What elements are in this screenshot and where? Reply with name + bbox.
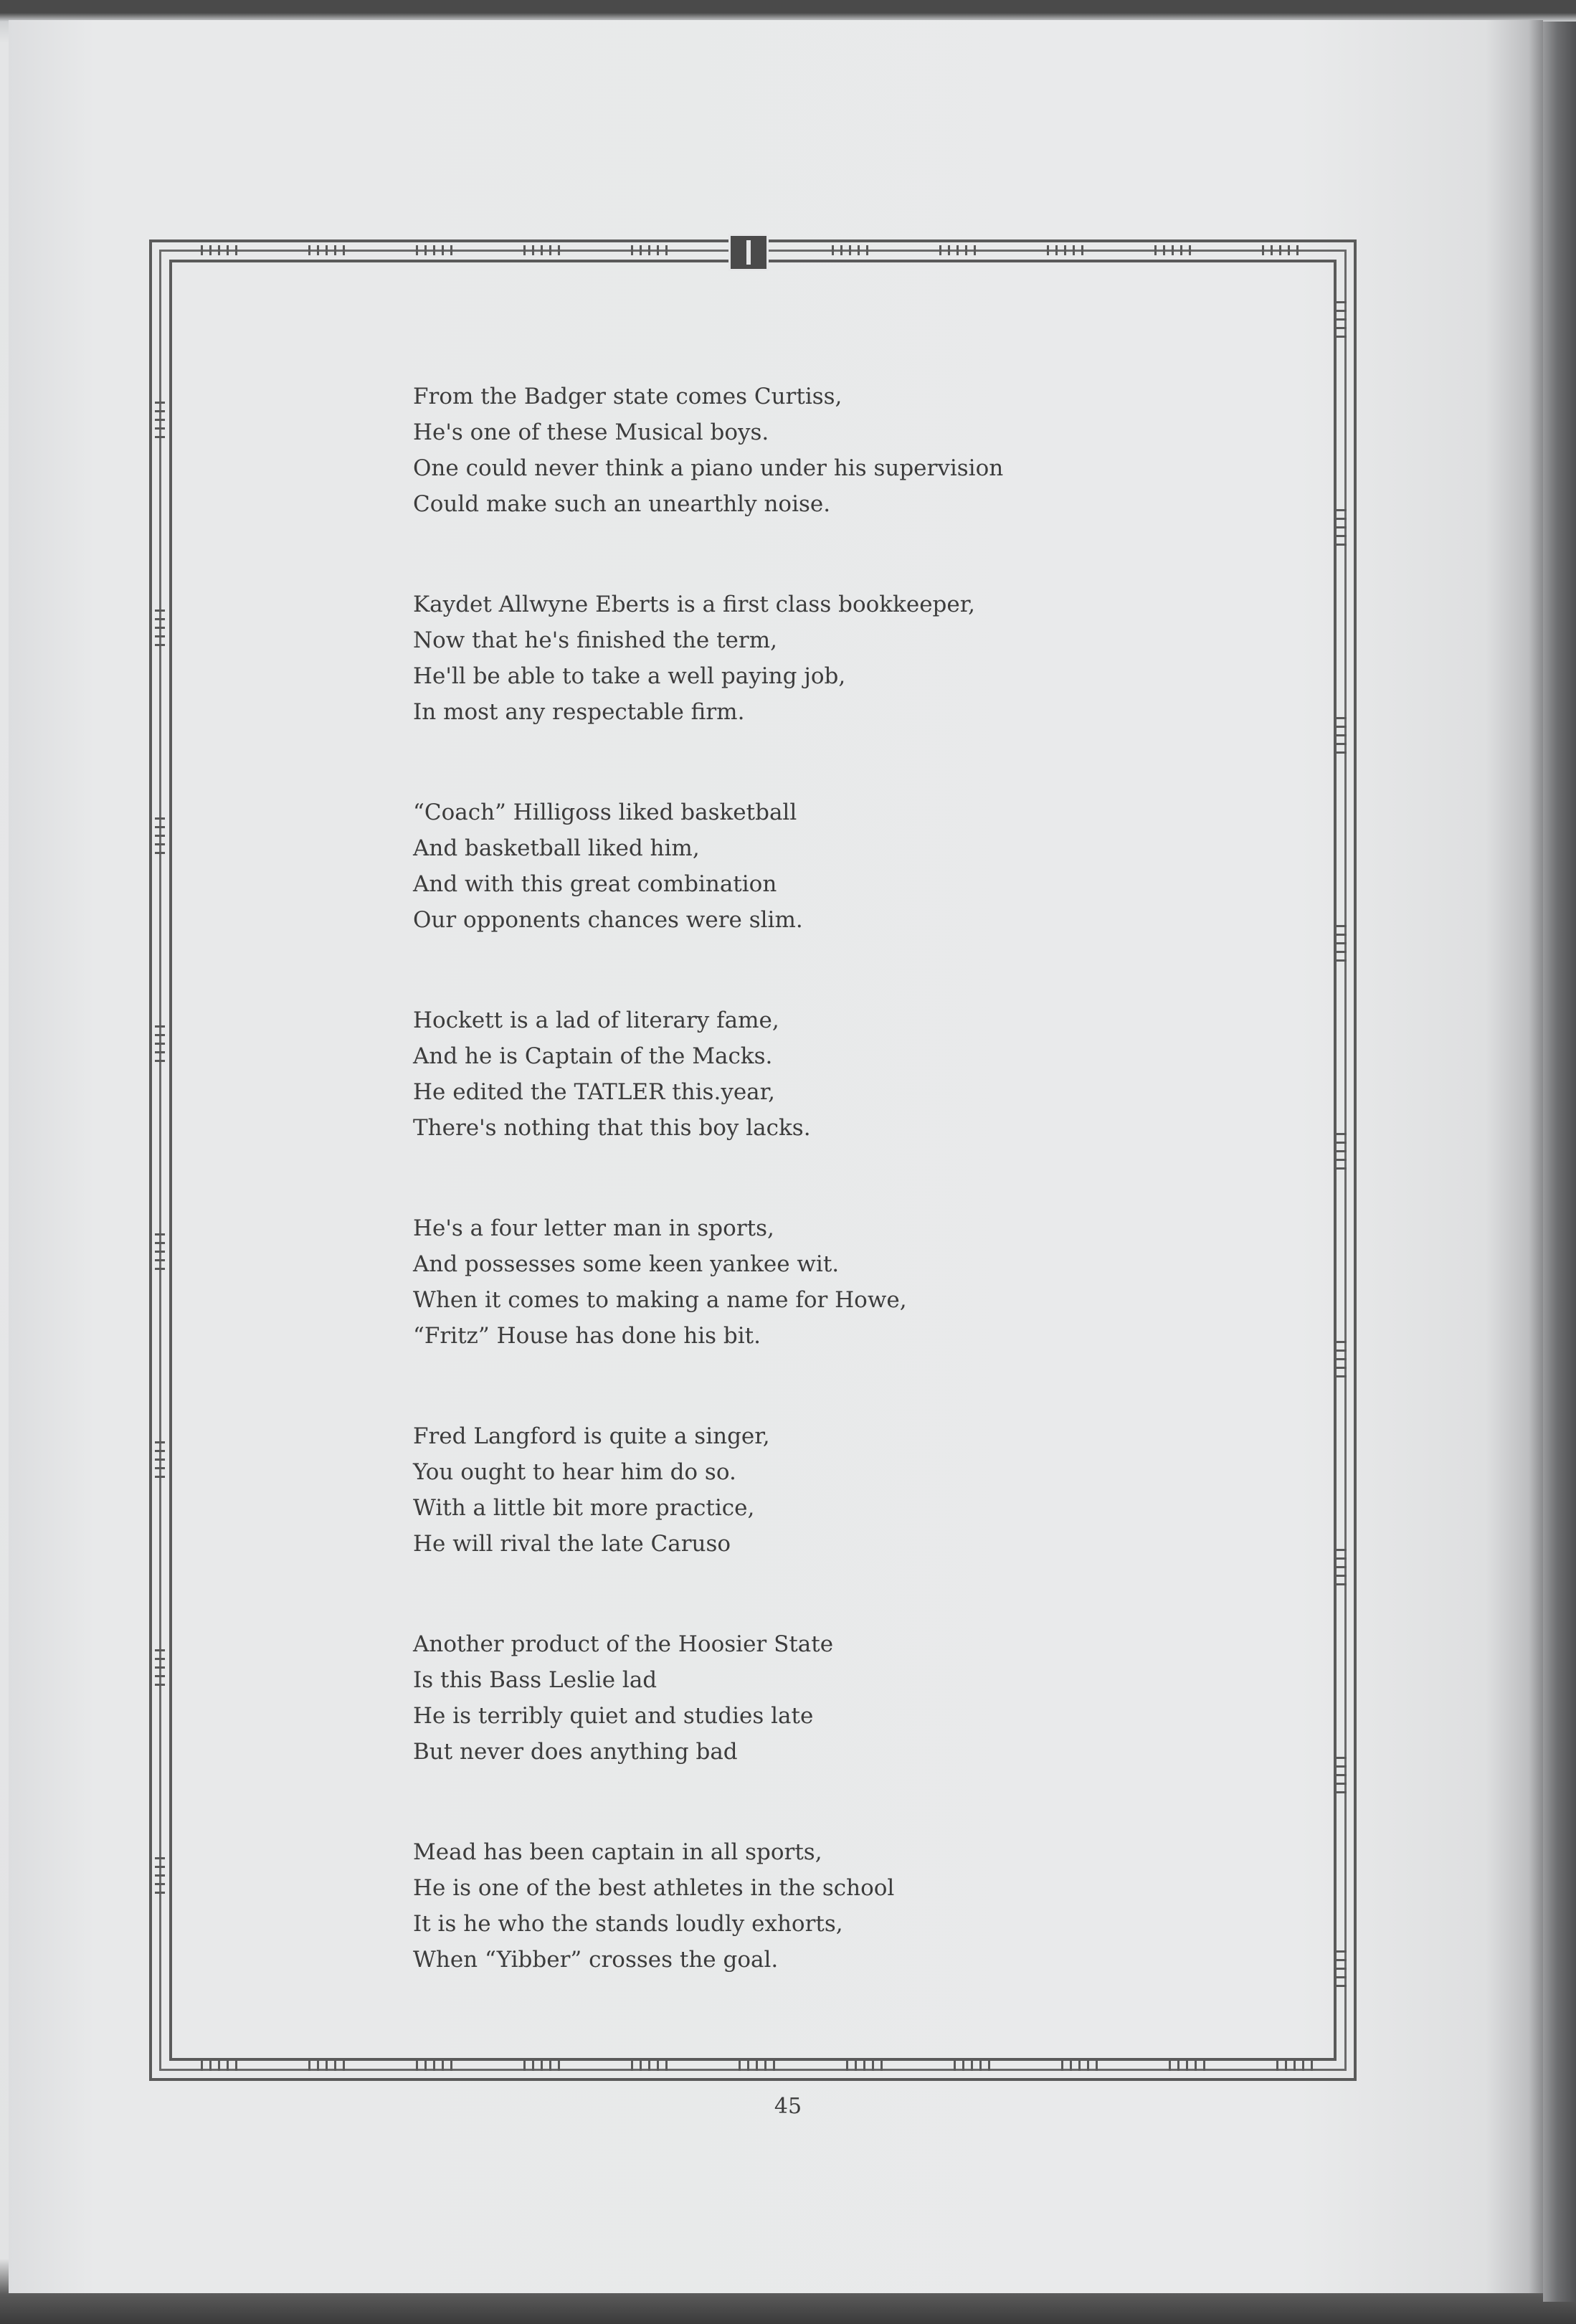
border-notch (631, 245, 668, 255)
border-notch (155, 1649, 165, 1687)
poem-line: “Coach” Hilligoss liked basketball (413, 800, 797, 825)
poem-line: He is one of the best athletes in the school (413, 1875, 895, 1901)
border-notch (1337, 1341, 1347, 1378)
border-notch (832, 245, 869, 255)
poem-line: Mead has been captain in all sports, (413, 1839, 822, 1865)
poem-line: It is he who the stands loudly exhorts, (413, 1911, 843, 1937)
border-center-ornament (728, 234, 769, 271)
border-notch (1337, 925, 1347, 962)
book-spine-shadow (1543, 22, 1576, 2302)
poem-line: And basketball liked him, (413, 835, 700, 861)
stanza (413, 1626, 1259, 1770)
poem-body (413, 379, 1259, 2042)
border-notch (523, 245, 561, 255)
poem-line: Our opponents chances were slim. (413, 907, 803, 933)
border-notch (1061, 2061, 1098, 2071)
border-notch (1262, 245, 1299, 255)
poem-line: Now that he's finished the term, (413, 627, 777, 653)
border-notch (155, 1025, 165, 1063)
poem-line: One could never think a piano under his supervision (413, 455, 1004, 481)
border-notch (155, 610, 165, 647)
border-notch (1337, 1133, 1347, 1170)
poem-line: Hockett is a lad of literary fame, (413, 1007, 779, 1033)
poem-line: There's nothing that this boy lacks. (413, 1115, 811, 1141)
page-number: 45 (774, 2094, 802, 2119)
poem-line: And with this great combination (413, 871, 777, 897)
poem-line: In most any respectable firm. (413, 699, 745, 725)
poem-line: He'll be able to take a well paying job, (413, 663, 846, 689)
border-notch (1169, 2061, 1206, 2071)
border-notch (201, 245, 238, 255)
stanza (413, 1210, 1259, 1354)
border-notch (1337, 509, 1347, 546)
poem-line: “Fritz” House has done his bit. (413, 1323, 761, 1349)
border-notch (939, 245, 977, 255)
border-notch (846, 2061, 883, 2071)
poem-line: Could make such an unearthly noise. (413, 491, 831, 517)
poem-line: From the Badger state comes Curtiss, (413, 384, 842, 409)
stanza (413, 379, 1259, 522)
border-notch (308, 245, 346, 255)
stanza (413, 1418, 1259, 1562)
poem-line: Is this Bass Leslie lad (413, 1667, 658, 1693)
poem-line: He's one of these Musical boys. (413, 419, 769, 445)
border-notch (155, 817, 165, 855)
border-notch (1337, 1950, 1347, 1988)
poem-line: And possesses some keen yankee wit. (413, 1251, 840, 1277)
border-notch (155, 402, 165, 439)
poem-line: He edited the TATLER this.year, (413, 1079, 775, 1105)
border-notch (416, 245, 453, 255)
border-notch (155, 1233, 165, 1271)
border-notch (1276, 2061, 1314, 2071)
poem-line: Fred Langford is quite a singer, (413, 1423, 770, 1449)
border-notch (155, 1857, 165, 1894)
poem-line: With a little bit more practice, (413, 1495, 755, 1521)
poem-line: And he is Captain of the Macks. (413, 1043, 773, 1069)
border-notch (416, 2061, 453, 2071)
poem-line: He will rival the late Caruso (413, 1531, 731, 1557)
border-notch (631, 2061, 668, 2071)
border-notch (1337, 301, 1347, 338)
border-notch (308, 2061, 346, 2071)
poem-line: Kaydet Allwyne Eberts is a first class bookkeeper, (413, 592, 975, 617)
border-notch (155, 1441, 165, 1479)
poem-line: When it comes to making a name for Howe, (413, 1287, 907, 1313)
border-notch (1337, 1549, 1347, 1586)
poem-line: When “Yibber” crosses the goal. (413, 1947, 779, 1973)
border-notch (523, 2061, 561, 2071)
border-notch (739, 2061, 776, 2071)
poem-line: Another product of the Hoosier State (413, 1631, 834, 1657)
poem-line: He is terribly quiet and studies late (413, 1703, 814, 1729)
stanza (413, 1002, 1259, 1146)
border-notch (954, 2061, 991, 2071)
border-notch (1337, 717, 1347, 754)
stanza (413, 587, 1259, 730)
border-notch (1047, 245, 1084, 255)
stanza (413, 795, 1259, 938)
poem-line: But never does anything bad (413, 1739, 738, 1765)
border-notch (1154, 245, 1192, 255)
poem-line: You ought to hear him do so. (413, 1459, 736, 1485)
border-notch (1337, 1757, 1347, 1794)
poem-line: He's a four letter man in sports, (413, 1215, 774, 1241)
border-notch (201, 2061, 238, 2071)
stanza (413, 1834, 1259, 1978)
